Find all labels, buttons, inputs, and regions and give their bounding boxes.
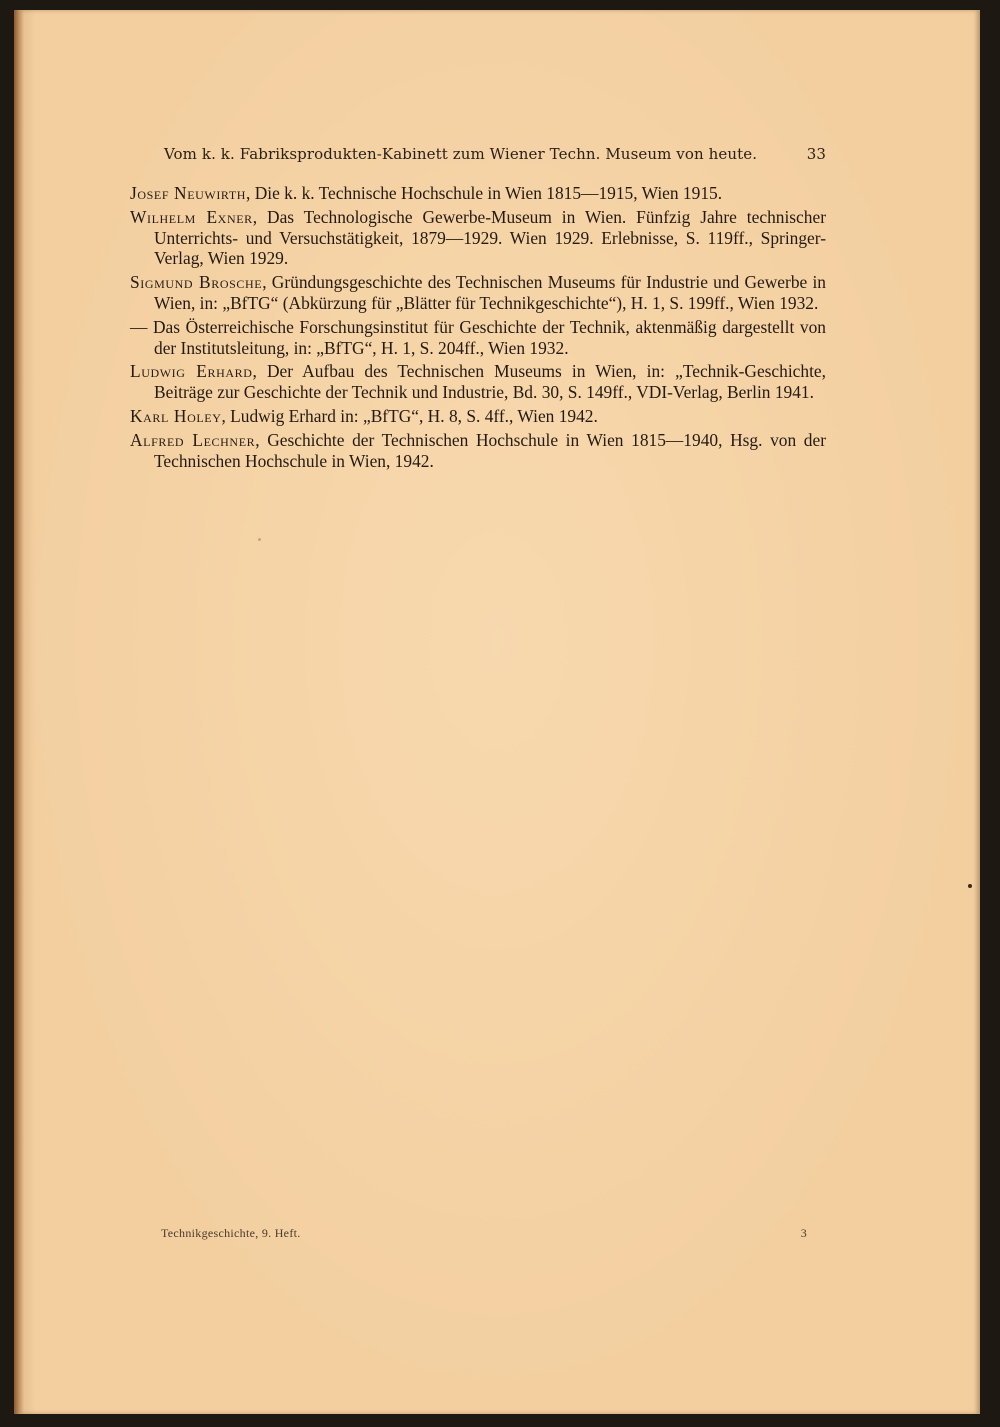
paper-speck xyxy=(968,884,972,888)
entry-text: , Die k. k. Technische Hochschule in Wien 1815—1915, Wien 1915. xyxy=(246,183,723,203)
bibliography-entry xyxy=(130,207,826,269)
page-number: 33 xyxy=(806,145,826,163)
entry-author: Josef Neuwirth xyxy=(130,183,247,203)
bibliography-entry xyxy=(130,317,826,359)
bibliography-entry xyxy=(130,272,826,314)
entry-author: Ludwig Erhard xyxy=(130,361,253,382)
bibliography-entry xyxy=(130,183,826,204)
page-spine-shadow xyxy=(14,10,24,1414)
running-header xyxy=(164,145,826,163)
signature-text: Technikgeschichte, 9. Heft. xyxy=(161,1226,301,1240)
running-title: Vom k. k. Fabriksprodukten-Kabinett zum Wiener Techn. Museum von heute. xyxy=(164,145,758,163)
entry-text: , Der Aufbau des Technischen Museums in Wien, in: „Technik-Geschichte, Beiträge zur Geschichte der Technik und Industrie, Bd. 30, S. 149ff., VDI-Verlag, Berlin 1941. xyxy=(154,361,826,403)
entry-author: Wilhelm Exner xyxy=(130,206,253,227)
entry-author: Alfred Lechner xyxy=(130,429,256,450)
bibliography-entry xyxy=(130,361,826,403)
entry-text: , Das Technologische Gewerbe-Museum in Wien. Fünfzig Jahre technischer Unterrichts- und Versuchstätigkeit, 1879—1929. Wien 1929. Erlebnisse, S. 119ff., Springer-Verlag, Wien 1929. xyxy=(154,206,826,269)
entry-author: Karl Holey xyxy=(130,405,222,426)
entry-text: , Gründungsgeschichte des Technischen Museums für Industrie und Gewerbe in Wien, in: „BfTG“ (Abkürzung für „Blätter für Technikgeschichte“), H. 1, S. 199ff., Wien 1932. xyxy=(154,272,826,313)
signature-number: 3 xyxy=(800,1226,807,1240)
signature-line xyxy=(161,1226,807,1241)
entry-text: , Geschichte der Technischen Hochschule in Wien 1815—1940, Hsg. von der Technischen Hochschule in Wien, 1942. xyxy=(154,429,827,471)
bibliography-list xyxy=(130,183,826,474)
bibliography-entry xyxy=(130,406,826,427)
bibliography-entry xyxy=(130,430,826,472)
paper-speck xyxy=(258,538,261,541)
entry-author: Sigmund Brosche xyxy=(130,272,263,293)
entry-text: — Das Österreichische Forschungsinstitut für Geschichte der Technik, aktenmäßig dargestellt von der Institutsleitung, in: „BfTG“, H. 1, S. 204ff., Wien 1932. xyxy=(130,316,826,358)
entry-text: , Ludwig Erhard in: „BfTG“, H. 8, S. 4ff., Wien 1942. xyxy=(221,405,598,426)
